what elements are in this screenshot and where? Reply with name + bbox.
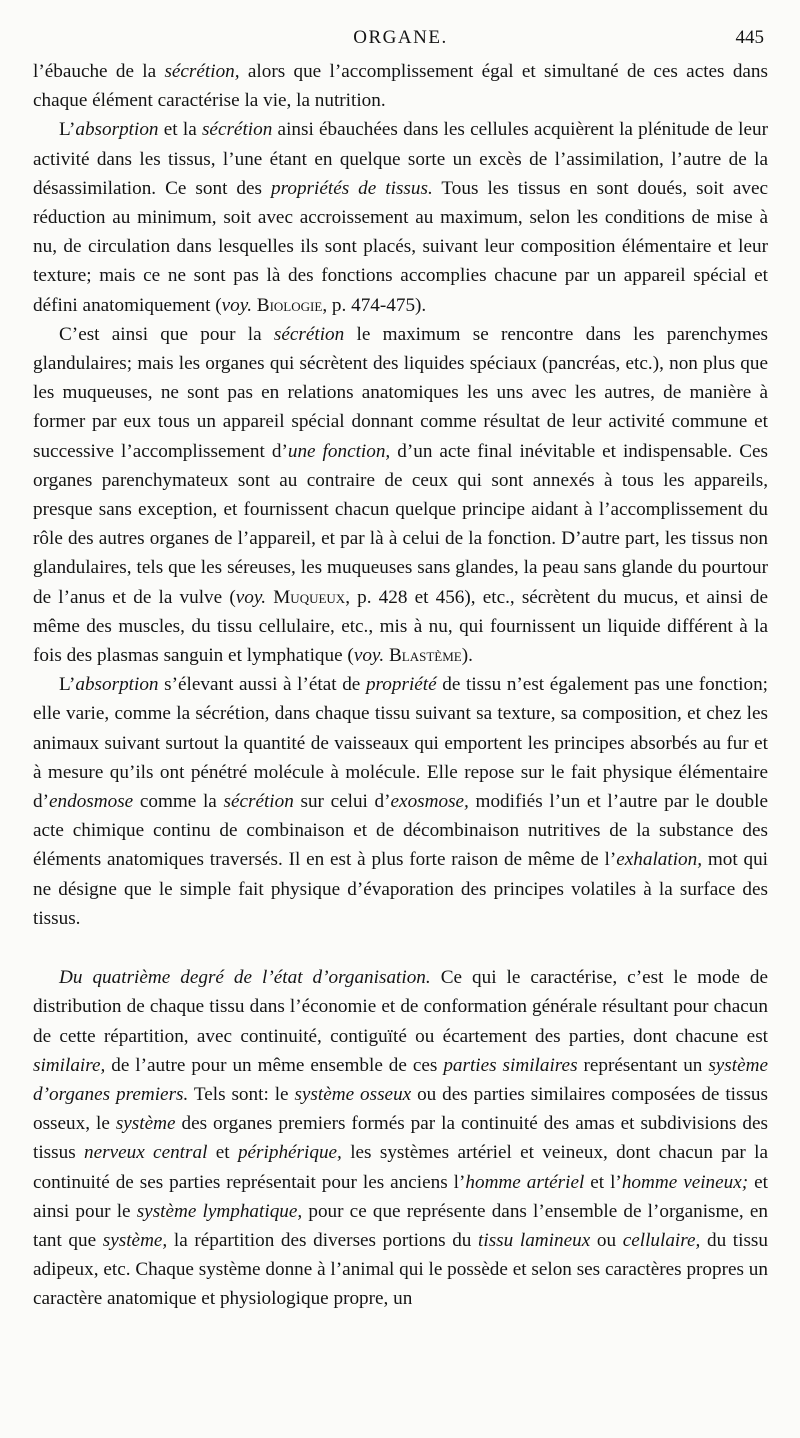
italic-run: voy. [221,294,252,316]
paragraph [33,320,768,670]
italic-run: système osseux [294,1083,412,1105]
italic-run: exhalation, [616,849,703,871]
italic-run: sécrétion [223,791,294,813]
text-run: ). [461,645,473,667]
italic-run: parties similaires [443,1054,578,1076]
italic-run: endosmose [48,791,134,813]
italic-run: propriété [365,674,437,696]
text-run: ou des parties similaires composées de tissus osseux, le [33,1083,768,1135]
text-run: ou [590,1229,623,1251]
smallcaps-run: Blastème [388,645,462,667]
text-run: sur celui d’ [293,791,391,813]
paragraph [33,115,768,319]
italic-run: cellulaire, [622,1229,701,1251]
italic-run: système d’organes premiers. [33,1054,768,1105]
text-run: d’un acte final inévitable et indispensable. Ces organes parenchymateux sont au contraire de ceux qui sont annexés à tous les appareils, presque sans exception, et fournissent chacun quelque principe aidant à l’accomplissement du rôle des autres organes de l’appareil, et par là à celui de la fonction. D’autre part, les tissus non glandulaires, tels que les séreuses, les muqueuses sans glandes, la peau sans glande du pourtour de l’anus et de la vulve ( [33,440,768,608]
text-run: de tissu n’est également pas une fonction; elle varie, comme la sécrétion, dans chaque tissu suivant sa texture, sa composition, et chez les animaux suivant surtout la quantité de vaisseaux qui emportent les principes absorbés au fur et à mesure qu’ils ont pénétré molécule à molécule. Elle repose sur le fait physique élémentaire d’ [33,674,769,813]
italic-run: voy. [353,645,385,667]
italic-run: similaire, [33,1054,106,1076]
running-title: ORGANE. [353,27,448,48]
paragraph [33,670,768,933]
text-run: des organes premiers formés par la continuité des amas et subdivisions des tissus [33,1113,768,1164]
italic-run: absorption [75,119,159,141]
italic-run: sécrétion, [164,61,240,82]
italic-run: une fonction, [287,440,391,462]
section-paragraph [33,963,768,1313]
page [33,25,768,1314]
paragraph [33,57,768,115]
text-run: et l’ [584,1171,622,1193]
text-run: alors que l’accomplissement égal et simultané de ces actes dans chaque élément caractérise la vie, la nutrition. [33,61,768,112]
italic-run: système [115,1113,176,1135]
text-run: représentant un [577,1054,709,1076]
italic-run: Du quatrième degré de l’état d’organisation. [59,967,431,989]
text-run: du tissu adipeux, etc. Chaque système donne à l’animal qui le possède et selon ses caractères propres un caractère anatomique et physiologique propre, un [33,1229,768,1310]
italic-run: absorption [75,674,159,696]
smallcaps-run: Biologie [256,294,323,316]
text-run: comme la [133,791,224,813]
italic-run: sécrétion [273,323,345,345]
italic-run: homme veineux; [621,1171,749,1193]
text-run: , p. 428 et 456), etc., sécrètent du mucus, et ainsi de même des muscles, du tissu cellulaire, etc., mis à nu, qui fournissent un liquide différent à la fois des plasmas sanguin et lymphatique ( [33,586,769,667]
text-run: le maximum se rencontre dans les parenchymes glandulaires; mais les organes qui sécrètent des liquides spéciaux (pancréas, etc.), non plus que les muqueuses, ne sont pas en relations anatomiques les uns avec les autres, de manière à former par eux tous un appareil spécial donnant comme résultat de leur activité commune et successive l’accomplissement d’ [33,323,768,462]
text-run: Tels sont: le [188,1083,295,1105]
text-run: mot qui ne désigne que le simple fait physique d’évaporation des principes volatiles à la surface des tissus. [33,849,768,929]
italic-run: exosmose, [390,791,469,813]
text-run: l’ébauche de la [33,61,165,82]
text-run: de l’autre pour un même ensemble de ces [105,1054,444,1076]
italic-run: homme artériel [465,1171,585,1193]
italic-run: tissu lamineux [478,1229,591,1251]
italic-run: propriétés de tissus. [271,177,433,199]
running-header [33,25,768,57]
italic-run: nerveux central [84,1142,208,1164]
smallcaps-run: Muqueux [273,586,346,608]
text-run: ainsi ébauchées dans les cellules acquièrent la plénitude de leur activité dans les tissus, l’une étant en quelque sorte un excès de l’assimilation, l’autre de la désassimilation. Ce sont des [33,119,768,199]
text-run: et ainsi pour le [33,1171,768,1222]
text-run: , p. 474-475). [322,294,427,316]
text-run: pour ce que représente dans l’ensemble de l’organisme, en tant que [33,1200,768,1251]
italic-run: périphérique, [237,1142,342,1164]
italic-run: système lymphatique, [136,1200,303,1222]
text-run: et [207,1142,238,1164]
text-run: Ce qui le caractérise, c’est le mode de distribution de chaque tissu dans l’économie et de conformation générale résultant pour chacun de cette répartition, avec continuité, contiguïté ou écartement des parties, dont chacune est [33,967,768,1047]
body-text [33,57,768,1314]
text-run: L’ [59,119,76,141]
text-run: les systèmes artériel et veineux, dont chacun par la continuité de ses parties représentait pour les anciens l’ [33,1142,768,1193]
page-number: 445 [735,27,764,48]
text-run: la répartition des diverses portions du [167,1229,479,1251]
italic-run: système, [102,1229,168,1251]
text-run: Tous les tissus en sont doués, soit avec réduction au minimum, soit avec accroissement au maximum, selon les conditions de mise à nu, de circulation dans lesquelles ils sont placés, suivant leur composition élémentaire et leur texture; mais ce ne sont pas là des fonctions accomplies chacune par un appareil spécial et défini anatomiquement ( [33,177,768,316]
italic-run: sécrétion [201,119,273,141]
text-run: modifiés l’un et l’autre par le double acte chimique continu de combinaison et de décombinaison nutritives de la substance des éléments anatomiques traversés. Il en est à plus forte raison de même de l’ [33,791,768,871]
text-run: et la [158,119,202,141]
text-run: C’est ainsi que pour la [59,323,274,345]
text-run: L’ [59,674,76,696]
text-run: s’élevant aussi à l’état de [158,674,366,696]
italic-run: voy. [235,586,267,608]
